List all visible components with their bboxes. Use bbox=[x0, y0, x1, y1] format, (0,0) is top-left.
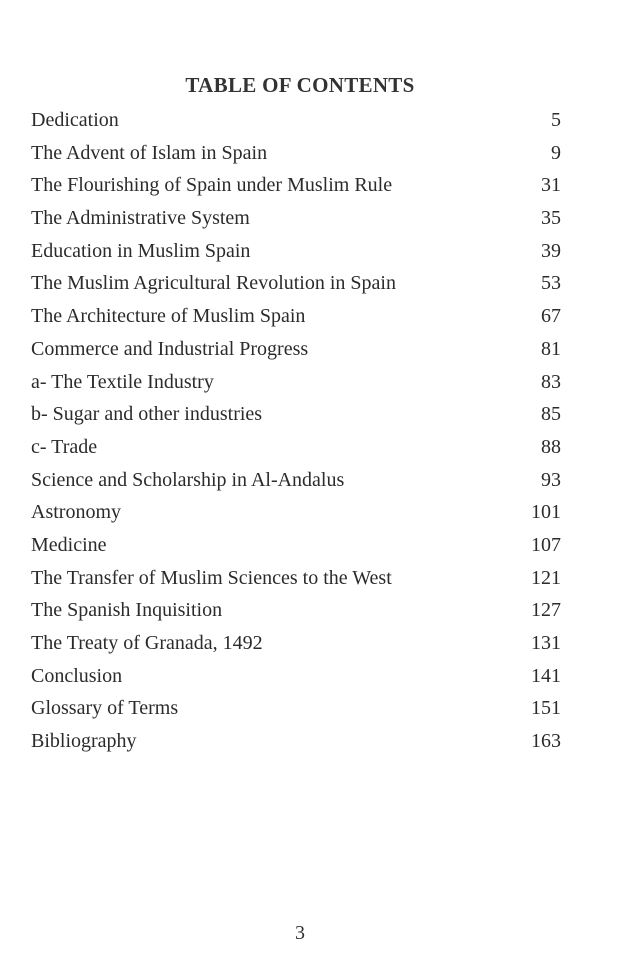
toc-entry-title: Dedication bbox=[31, 109, 119, 131]
toc-entry-title: The Architecture of Muslim Spain bbox=[31, 305, 306, 328]
toc-entry bbox=[31, 431, 561, 464]
toc-entry-page: 141 bbox=[531, 664, 561, 687]
toc-entry bbox=[31, 464, 561, 497]
toc-entry-page: 5 bbox=[551, 109, 561, 131]
toc-entry bbox=[31, 594, 561, 627]
toc-entry-page: 93 bbox=[541, 468, 561, 491]
toc-entry-title: Education in Muslim Spain bbox=[31, 239, 251, 262]
toc-entry-page: 151 bbox=[531, 697, 561, 720]
page-number: 3 bbox=[295, 922, 305, 944]
toc-entry-page: 85 bbox=[541, 403, 561, 426]
toc-entry-page: 127 bbox=[531, 599, 561, 622]
toc-entry-page: 9 bbox=[551, 141, 561, 164]
toc-entry-title: b- Sugar and other industries bbox=[31, 403, 263, 426]
toc-entry-page: 101 bbox=[531, 501, 561, 524]
toc-entry-title: Commerce and Industrial Progress bbox=[31, 337, 309, 360]
toc-entry-page: 53 bbox=[541, 272, 561, 295]
toc-entry-title: The Flourishing of Spain under Muslim Rule bbox=[31, 174, 393, 197]
toc-list bbox=[31, 104, 561, 758]
toc-entry-page: 131 bbox=[531, 632, 561, 654]
toc-entry-title: c- Trade bbox=[31, 435, 98, 458]
toc-entry-page: 107 bbox=[531, 533, 561, 556]
toc-entry-page: 83 bbox=[541, 370, 561, 393]
toc-entry bbox=[31, 300, 561, 333]
toc-entry bbox=[31, 235, 561, 268]
toc-entry bbox=[31, 627, 561, 660]
toc-entry-title: The Muslim Agricultural Revolution in Spain bbox=[31, 272, 396, 295]
toc-entry bbox=[31, 725, 561, 758]
toc-entry-page: 39 bbox=[541, 239, 561, 262]
toc-entry-page: 163 bbox=[531, 730, 561, 753]
toc-entry bbox=[31, 169, 561, 202]
toc-entry-title: The Transfer of Muslim Sciences to the West bbox=[31, 566, 392, 589]
toc-entry bbox=[31, 333, 561, 366]
toc-entry bbox=[31, 562, 561, 595]
toc-entry-title: Astronomy bbox=[31, 501, 121, 524]
toc-entry bbox=[31, 692, 561, 725]
toc-entry-title: The Administrative System bbox=[31, 207, 250, 230]
toc-entry bbox=[31, 137, 561, 170]
toc-entry-title: Science and Scholarship in Al-Andalus bbox=[31, 468, 345, 491]
toc-entry bbox=[31, 104, 561, 137]
toc-entry-page: 67 bbox=[541, 305, 561, 328]
toc-entry bbox=[31, 529, 561, 562]
toc-entry-page: 88 bbox=[541, 435, 561, 458]
toc-entry-title: Medicine bbox=[31, 533, 107, 556]
toc-entry-page: 121 bbox=[531, 566, 561, 589]
toc-entry bbox=[31, 398, 561, 431]
toc-entry bbox=[31, 660, 561, 693]
toc-entry bbox=[31, 366, 561, 399]
toc-entry bbox=[31, 496, 561, 529]
toc-entry bbox=[31, 202, 561, 235]
toc-entry-title: The Treaty of Granada, 1492 bbox=[31, 632, 263, 654]
page-title: TABLE OF CONTENTS bbox=[185, 73, 415, 97]
toc-entry-page: 31 bbox=[541, 174, 561, 197]
toc-entry-title: a- The Textile Industry bbox=[31, 370, 214, 393]
toc-entry-title: The Advent of Islam in Spain bbox=[31, 141, 268, 164]
toc-entry-title: Glossary of Terms bbox=[31, 697, 179, 720]
toc-entry-title: The Spanish Inquisition bbox=[31, 599, 223, 622]
toc-entry-page: 35 bbox=[541, 207, 561, 230]
toc-entry-page: 81 bbox=[541, 337, 561, 360]
toc-entry-title: Bibliography bbox=[31, 730, 137, 753]
toc-entry bbox=[31, 267, 561, 300]
toc-entry-title: Conclusion bbox=[31, 664, 123, 687]
